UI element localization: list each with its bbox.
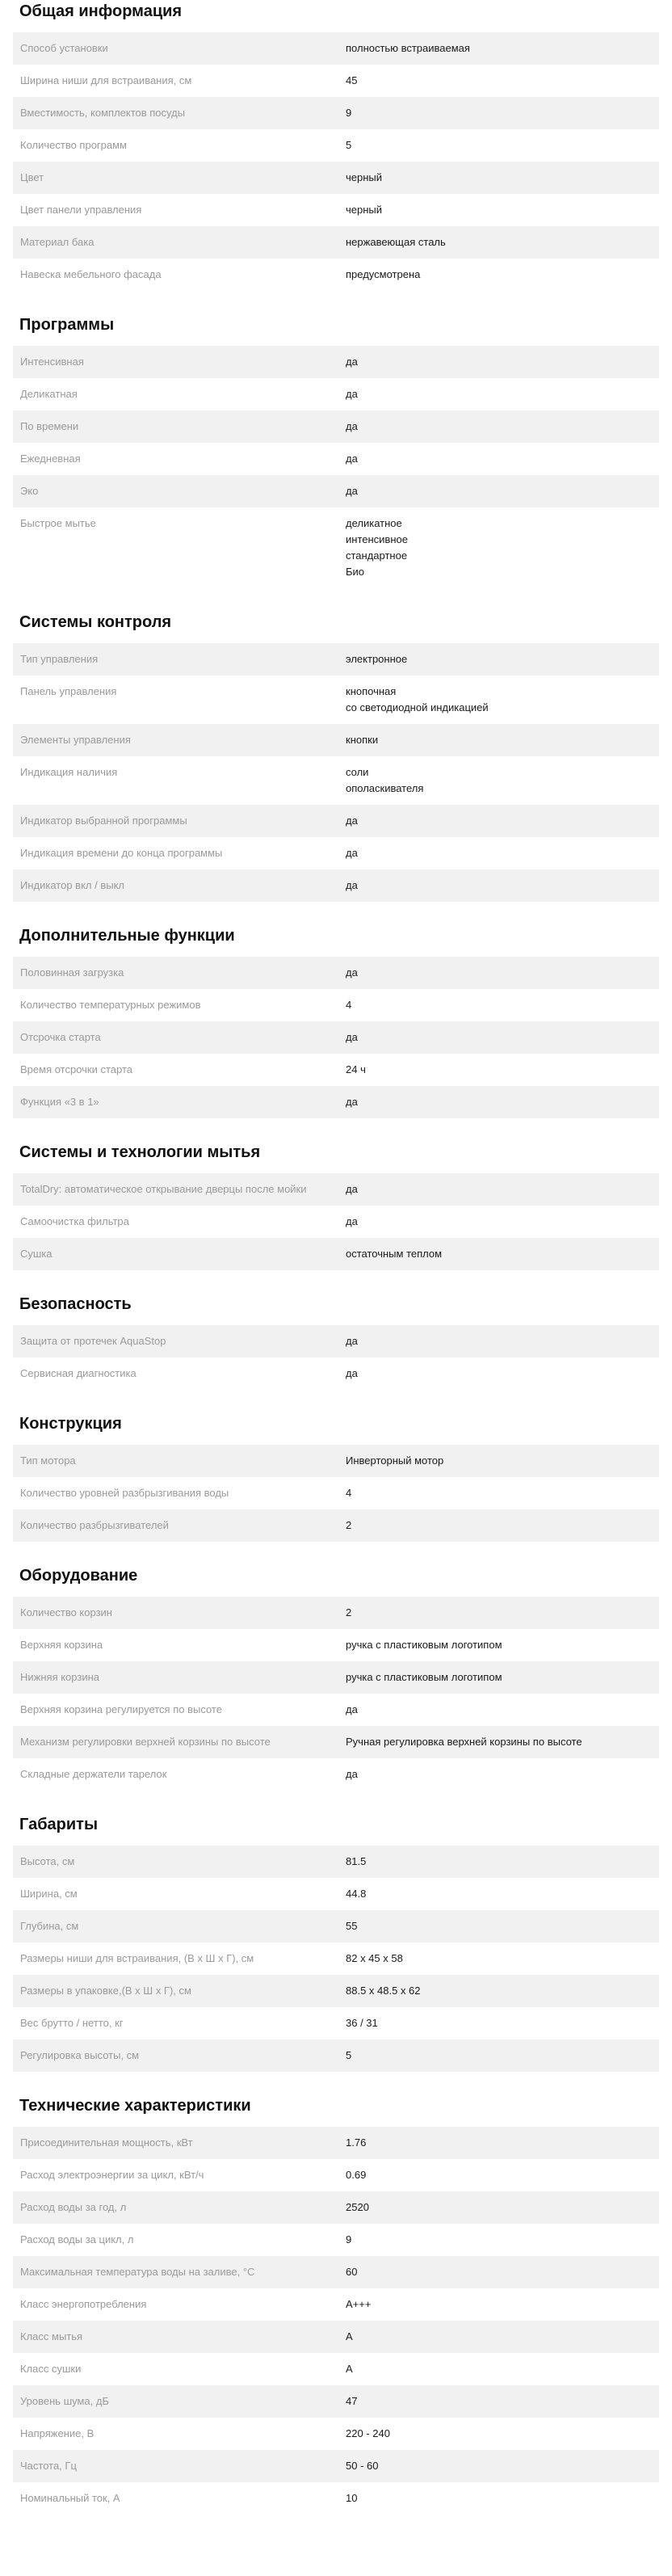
spec-row (13, 194, 659, 226)
spec-value: да (346, 356, 358, 368)
spec-row (13, 507, 659, 588)
spec-section (0, 1141, 672, 1270)
spec-label: Самоочистка фильтра (20, 1215, 129, 1227)
spec-row (13, 2482, 659, 2515)
spec-label: Половинная загрузка (20, 966, 124, 979)
spec-label: Верхняя корзина (20, 1639, 103, 1651)
spec-value: 2520 (346, 2201, 369, 2213)
spec-row (13, 1173, 659, 1206)
spec-row (13, 2191, 659, 2224)
spec-value: 5 (346, 139, 352, 151)
spec-row (13, 643, 659, 676)
section-title: Общая информация (19, 2, 183, 20)
spec-label: Интенсивная (20, 356, 84, 368)
spec-label: Сервисная диагностика (20, 1367, 136, 1379)
spec-row (13, 989, 659, 1021)
spec-value: да (346, 847, 358, 859)
spec-value: да (346, 1031, 358, 1043)
spec-table (13, 2127, 659, 2515)
spec-row (13, 1726, 659, 1758)
spec-label: Цвет (20, 171, 44, 183)
spec-row (13, 2385, 659, 2418)
spec-label: Номинальный ток, А (20, 2492, 120, 2504)
spec-row (13, 346, 659, 378)
spec-value: предусмотрена (346, 268, 421, 280)
spec-label: Тип мотора (20, 1454, 76, 1467)
spec-row (13, 129, 659, 162)
spec-row (13, 676, 659, 724)
spec-label: Регулировка высоты, см (20, 2049, 140, 2061)
spec-row (13, 1021, 659, 1054)
spec-value: соли ополаскивателя (346, 766, 424, 794)
spec-row (13, 1943, 659, 1975)
spec-value: да (346, 1215, 358, 1227)
spec-value: да (346, 966, 358, 979)
section-title: Программы (19, 316, 115, 334)
spec-value: 60 (346, 2266, 358, 2278)
spec-value: 36 / 31 (346, 2017, 378, 2029)
spec-value: 5 (346, 2049, 352, 2061)
spec-label: По времени (20, 420, 79, 432)
spec-value: электронное (346, 653, 408, 665)
spec-label: Присоединительная мощность, кВт (20, 2136, 193, 2149)
spec-value: да (346, 388, 358, 400)
spec-label: Частота, Гц (20, 2460, 77, 2472)
spec-row (13, 1597, 659, 1629)
spec-value: Инверторный мотор (346, 1454, 444, 1467)
spec-label: Расход электроэнергии за цикл, кВт/ч (20, 2169, 204, 2181)
spec-table (13, 1846, 659, 2072)
spec-label: Уровень шума, дБ (20, 2395, 109, 2407)
spec-label: Индикация наличия (20, 766, 118, 778)
section-title: Системы контроля (19, 613, 172, 631)
spec-row (13, 1629, 659, 1661)
spec-section (0, 0, 672, 291)
spec-value: полностью встраиваемая (346, 42, 470, 54)
spec-value: да (346, 1096, 358, 1108)
spec-row (13, 1509, 659, 1542)
spec-row (13, 1086, 659, 1118)
spec-section (0, 1293, 672, 1390)
spec-value: 10 (346, 2492, 358, 2504)
spec-label: Защита от протечек AquaStop (20, 1335, 166, 1347)
spec-row (13, 1445, 659, 1477)
spec-row (13, 162, 659, 194)
spec-row (13, 1325, 659, 1357)
spec-value: A (346, 2363, 353, 2375)
spec-row (13, 1238, 659, 1270)
spec-section (0, 924, 672, 1118)
spec-label: Панель управления (20, 685, 117, 697)
spec-table (13, 1445, 659, 1542)
spec-value: ручка с пластиковым логотипом (346, 1639, 502, 1651)
spec-row (13, 2450, 659, 2482)
spec-value: A (346, 2330, 353, 2342)
spec-label: Верхняя корзина регулируется по высоте (20, 1703, 222, 1715)
spec-value: деликатное интенсивное стандартное Био (346, 517, 408, 578)
spec-row (13, 32, 659, 65)
spec-table (13, 32, 659, 291)
spec-label: Класс энергопотребления (20, 2298, 147, 2310)
spec-value: да (346, 485, 358, 497)
spec-row (13, 2353, 659, 2385)
spec-row (13, 1477, 659, 1509)
spec-label: Отсрочка старта (20, 1031, 101, 1043)
spec-value: 81.5 (346, 1855, 367, 1867)
spec-label: Количество температурных режимов (20, 999, 201, 1011)
spec-value: кнопки (346, 734, 379, 746)
spec-label: Эко (20, 485, 39, 497)
spec-row (13, 2159, 659, 2191)
spec-row (13, 410, 659, 443)
spec-label: Быстрое мытье (20, 517, 96, 529)
spec-value: да (346, 1768, 358, 1780)
spec-label: Способ установки (20, 42, 108, 54)
spec-row (13, 443, 659, 475)
spec-label: Ежедневная (20, 452, 81, 465)
spec-table (13, 1173, 659, 1270)
spec-value: да (346, 452, 358, 465)
spec-row (13, 2127, 659, 2159)
spec-value: остаточным теплом (346, 1248, 443, 1260)
spec-value: 9 (346, 107, 352, 119)
section-title: Системы и технологии мытья (19, 1143, 261, 1161)
spec-value: кнопочная со светодиодной индикацией (346, 685, 489, 713)
spec-value: 45 (346, 74, 358, 86)
spec-row (13, 65, 659, 97)
spec-row (13, 1054, 659, 1086)
spec-label: Время отсрочки старта (20, 1063, 133, 1075)
spec-label: Ширина, см (20, 1888, 78, 1900)
spec-label: Индикация времени до конца программы (20, 847, 223, 859)
spec-value: черный (346, 171, 383, 183)
spec-label: Деликатная (20, 388, 78, 400)
spec-value: да (346, 420, 358, 432)
spec-value: да (346, 814, 358, 827)
spec-row (13, 957, 659, 989)
spec-value: A+++ (346, 2298, 372, 2310)
spec-row (13, 2256, 659, 2288)
spec-label: Индикатор выбранной программы (20, 814, 187, 827)
spec-section (0, 611, 672, 902)
spec-row (13, 2288, 659, 2321)
spec-label: TotalDry: автоматическое открывание дверцы после мойки (20, 1183, 307, 1195)
section-title: Дополнительные функции (19, 927, 235, 945)
spec-label: Механизм регулировки верхней корзины по высоте (20, 1736, 271, 1748)
spec-label: Напряжение, В (20, 2427, 94, 2439)
spec-value: 47 (346, 2395, 358, 2407)
spec-value: 50 - 60 (346, 2460, 379, 2472)
spec-value: 2 (346, 1606, 352, 1618)
spec-row (13, 1661, 659, 1694)
spec-label: Функция «3 в 1» (20, 1096, 99, 1108)
spec-row (13, 1357, 659, 1390)
spec-row (13, 1910, 659, 1943)
section-title: Оборудование (19, 1567, 138, 1585)
spec-label: Вес брутто / нетто, кг (20, 2017, 124, 2029)
spec-label: Сушка (20, 1248, 52, 1260)
spec-value: 4 (346, 999, 352, 1011)
spec-label: Количество корзин (20, 1606, 112, 1618)
spec-section (0, 1564, 672, 1791)
spec-row (13, 1758, 659, 1791)
spec-row (13, 226, 659, 259)
spec-value: да (346, 1335, 358, 1347)
spec-section (0, 2094, 672, 2515)
spec-row (13, 869, 659, 902)
spec-row (13, 1975, 659, 2007)
spec-label: Нижняя корзина (20, 1671, 99, 1683)
spec-label: Расход воды за год, л (20, 2201, 127, 2213)
spec-row (13, 259, 659, 291)
spec-value: нержавеющая сталь (346, 236, 446, 248)
spec-value: 2 (346, 1519, 352, 1531)
spec-row (13, 1206, 659, 1238)
spec-table (13, 643, 659, 902)
spec-value: да (346, 1367, 358, 1379)
spec-row (13, 475, 659, 507)
spec-table (13, 346, 659, 588)
spec-value: 82 х 45 х 58 (346, 1952, 403, 1964)
spec-row (13, 1846, 659, 1878)
spec-value: Ручная регулировка верхней корзины по высоте (346, 1736, 582, 1748)
section-title: Технические характеристики (19, 2097, 251, 2115)
spec-value: 44.8 (346, 1888, 367, 1900)
spec-label: Максимальная температура воды на заливе, °С (20, 2266, 255, 2278)
spec-label: Класс сушки (20, 2363, 82, 2375)
spec-row (13, 97, 659, 129)
spec-section (0, 314, 672, 588)
spec-row (13, 2321, 659, 2353)
spec-label: Складные держатели тарелок (20, 1768, 167, 1780)
spec-value: черный (346, 204, 383, 216)
spec-value: 1.76 (346, 2136, 367, 2149)
spec-value: ручка с пластиковым логотипом (346, 1671, 502, 1683)
spec-label: Количество программ (20, 139, 127, 151)
spec-value: 24 ч (346, 1063, 366, 1075)
spec-table (13, 957, 659, 1118)
spec-value: 9 (346, 2233, 352, 2246)
spec-table (13, 1325, 659, 1390)
spec-label: Цвет панели управления (20, 204, 142, 216)
spec-label: Высота, см (20, 1855, 75, 1867)
spec-label: Навеска мебельного фасада (20, 268, 162, 280)
spec-label: Тип управления (20, 653, 99, 665)
section-title: Безопасность (19, 1295, 132, 1313)
spec-row (13, 1694, 659, 1726)
spec-value: да (346, 1183, 358, 1195)
spec-row (13, 2039, 659, 2072)
spec-label: Элементы управления (20, 734, 131, 746)
spec-label: Ширина ниши для встраивания, см (20, 74, 192, 86)
spec-value: 0.69 (346, 2169, 367, 2181)
spec-label: Размеры в упаковке,(В х Ш х Г), см (20, 1985, 191, 1997)
spec-label: Количество уровней разбрызгивания воды (20, 1487, 229, 1499)
spec-row (13, 2007, 659, 2039)
spec-value: 4 (346, 1487, 352, 1499)
spec-label: Количество разбрызгивателей (20, 1519, 169, 1531)
spec-row (13, 756, 659, 805)
section-title: Габариты (19, 1816, 99, 1833)
spec-label: Вместимость, комплектов посуды (20, 107, 186, 119)
spec-label: Класс мытья (20, 2330, 83, 2342)
spec-label: Размеры ниши для встраивания, (В х Ш х Г), см (20, 1952, 254, 1964)
spec-value: да (346, 1703, 358, 1715)
spec-row (13, 378, 659, 410)
spec-label: Индикатор вкл / выкл (20, 879, 124, 891)
spec-row (13, 724, 659, 756)
spec-label: Расход воды за цикл, л (20, 2233, 134, 2246)
spec-row (13, 2418, 659, 2450)
spec-table (13, 1597, 659, 1791)
spec-label: Материал бака (20, 236, 94, 248)
spec-value: да (346, 879, 358, 891)
spec-row (13, 2224, 659, 2256)
section-title: Конструкция (19, 1415, 122, 1433)
spec-section (0, 1412, 672, 1542)
spec-value: 220 - 240 (346, 2427, 390, 2439)
spec-row (13, 805, 659, 837)
spec-section (0, 1813, 672, 2072)
spec-label: Глубина, см (20, 1920, 79, 1932)
spec-value: 88.5 х 48.5 х 62 (346, 1985, 421, 1997)
spec-row (13, 837, 659, 869)
spec-row (13, 1878, 659, 1910)
spec-value: 55 (346, 1920, 358, 1932)
